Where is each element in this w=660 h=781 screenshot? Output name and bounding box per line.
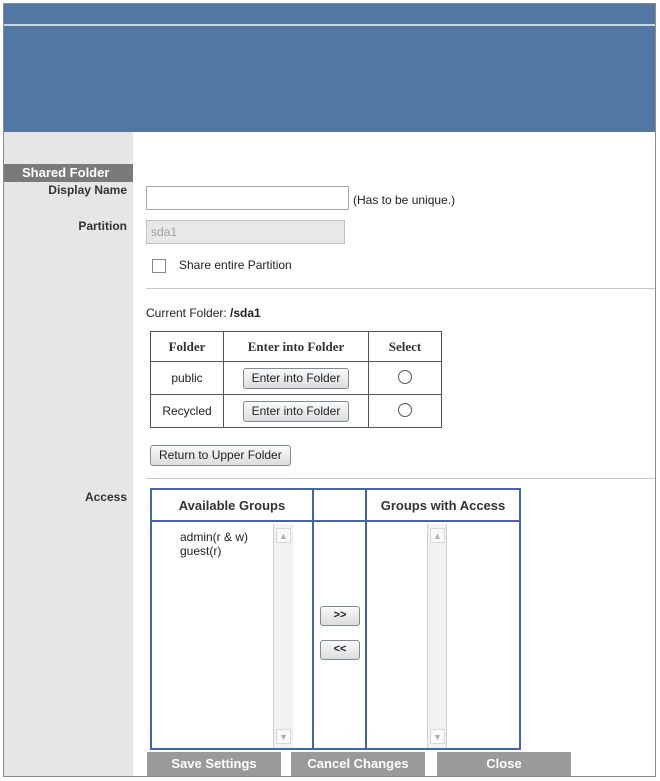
- folder-table-header: [151, 332, 442, 362]
- folder-table: [150, 331, 442, 428]
- list-item[interactable]: guest(r): [180, 544, 222, 558]
- column-header-select: Select: [368, 332, 441, 362]
- close-button[interactable]: Close: [437, 752, 571, 776]
- header-banner: [4, 4, 655, 132]
- sidebar: [4, 132, 133, 777]
- access-col-divider-1: [312, 490, 314, 748]
- folder-name: public: [151, 362, 224, 395]
- access-panel: [150, 488, 521, 750]
- select-radio-recycled[interactable]: [398, 403, 412, 417]
- partition-input: [146, 220, 345, 244]
- partition-label: Partition: [78, 219, 127, 233]
- groups-with-access-scrollbar[interactable]: [427, 524, 447, 748]
- column-header-enter: Enter into Folder: [224, 332, 369, 362]
- enter-folder-button-public[interactable]: Enter into Folder: [243, 368, 350, 389]
- groups-with-access-list[interactable]: [382, 524, 427, 748]
- folder-name: Recycled: [151, 395, 224, 428]
- section-title: Shared Folder: [4, 164, 133, 182]
- groups-with-access-header: Groups with Access: [380, 498, 506, 513]
- scroll-up-arrow-icon[interactable]: ▲: [276, 528, 291, 543]
- cancel-changes-button[interactable]: Cancel Changes: [291, 752, 425, 776]
- access-col-divider-2: [365, 490, 367, 748]
- available-groups-header: Available Groups: [178, 498, 286, 513]
- current-folder-label: Current Folder:: [146, 306, 227, 320]
- table-row: [151, 362, 442, 395]
- divider-1: [146, 288, 655, 289]
- access-header-line: [152, 520, 519, 522]
- display-name-input[interactable]: [146, 186, 349, 210]
- remove-group-button[interactable]: <<: [320, 640, 360, 660]
- add-group-button[interactable]: >>: [320, 606, 360, 626]
- available-groups-scrollbar[interactable]: [273, 524, 293, 748]
- current-folder: [146, 306, 261, 320]
- display-name-label: Display Name: [48, 183, 127, 197]
- return-upper-folder-button[interactable]: Return to Upper Folder: [150, 445, 291, 466]
- share-entire-checkbox[interactable]: [152, 259, 166, 273]
- table-row: [151, 395, 442, 428]
- select-radio-public[interactable]: [398, 370, 412, 384]
- column-header-folder: Folder: [151, 332, 224, 362]
- enter-folder-button-recycled[interactable]: Enter into Folder: [243, 401, 350, 422]
- display-name-hint: (Has to be unique.): [353, 193, 456, 207]
- scroll-down-arrow-icon[interactable]: ▼: [430, 729, 445, 744]
- scroll-down-arrow-icon[interactable]: ▼: [276, 729, 291, 744]
- content-area: [133, 132, 655, 776]
- banner-divider: [4, 24, 655, 26]
- scroll-up-arrow-icon[interactable]: ▲: [430, 528, 445, 543]
- share-entire-label: Share entire Partition: [179, 258, 292, 272]
- access-label: Access: [84, 490, 127, 504]
- save-settings-button[interactable]: Save Settings: [147, 752, 281, 776]
- list-item[interactable]: admin(r & w): [180, 530, 249, 544]
- page-frame: [3, 3, 656, 777]
- current-folder-value: /sda1: [230, 306, 261, 320]
- divider-2: [146, 478, 655, 479]
